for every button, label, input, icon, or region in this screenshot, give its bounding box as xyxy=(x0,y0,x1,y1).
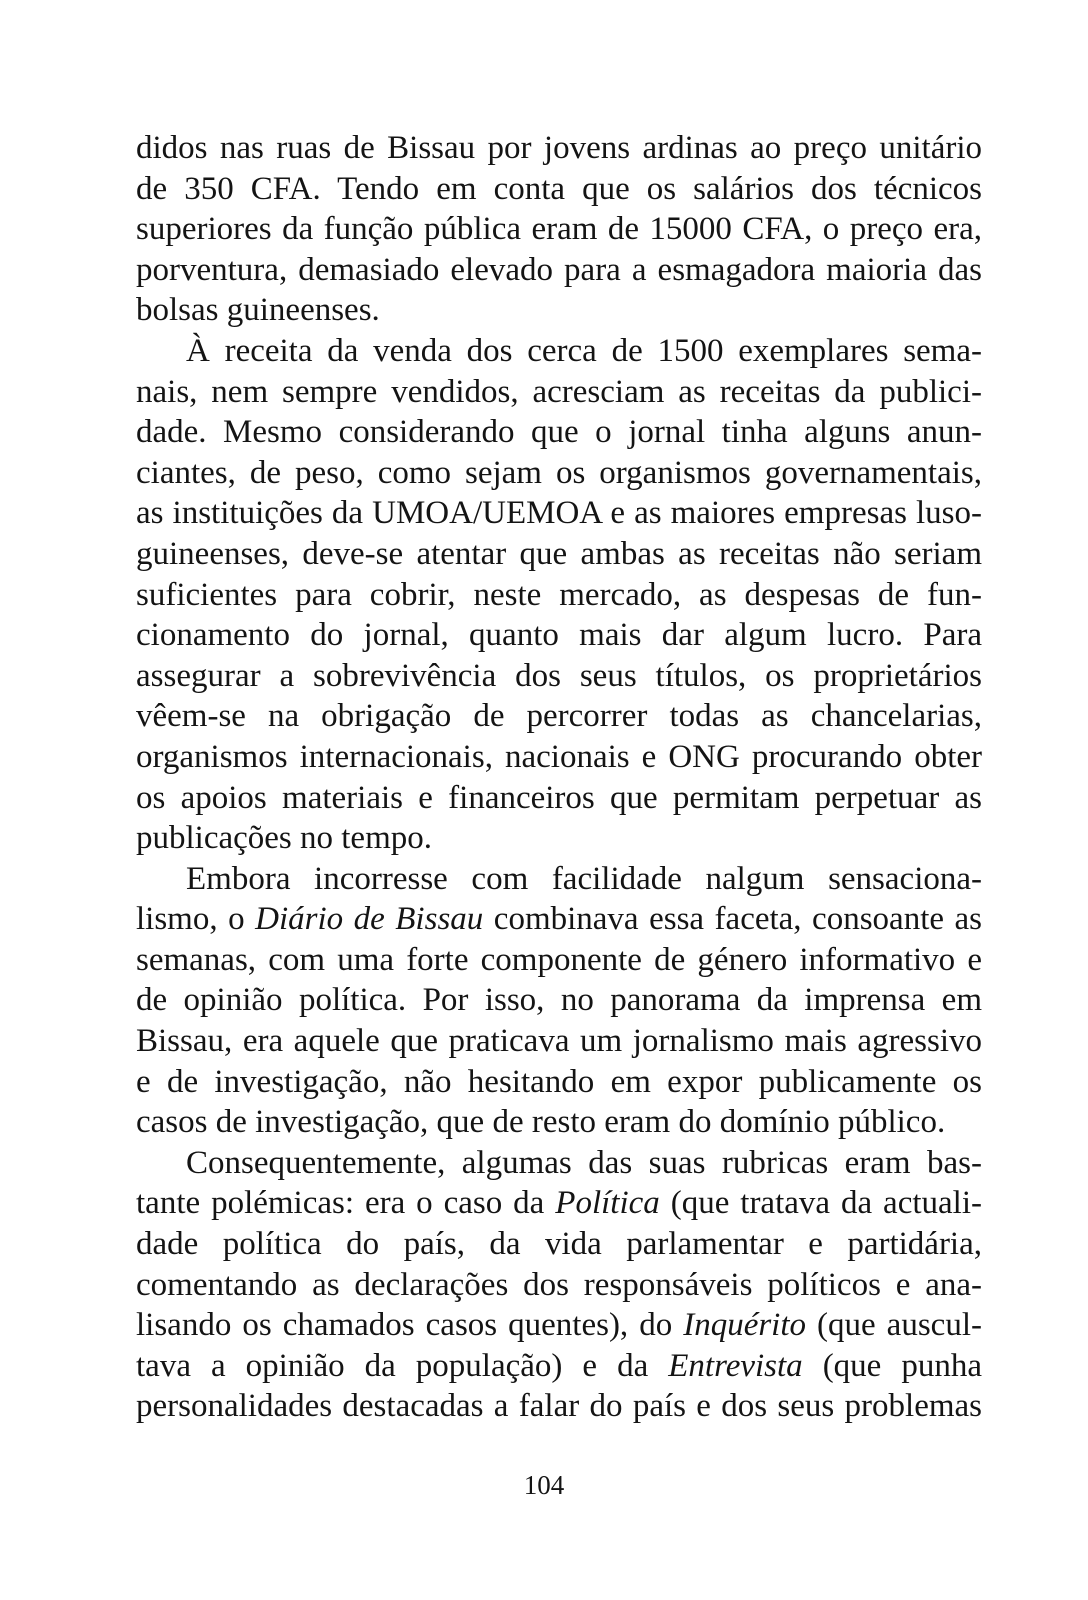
italic-title: Diário de Bissau xyxy=(255,901,484,938)
text-line xyxy=(136,1386,982,1427)
text-line xyxy=(136,412,982,453)
text-line xyxy=(136,372,982,413)
text-line xyxy=(136,290,982,331)
text-run: (que punha xyxy=(802,1347,982,1384)
text-line xyxy=(136,778,982,819)
text-run: dade política do país, da vida parlamentar e partidária, xyxy=(136,1226,982,1263)
text-line xyxy=(136,980,982,1021)
text-run: lisando os chamados casos quentes), do xyxy=(136,1307,684,1344)
text-run: À receita da venda dos cerca de 1500 exemplares sema- xyxy=(186,332,982,369)
text-run: porventura, demasiado elevado para a esmagadora maioria das xyxy=(136,251,982,288)
text-line xyxy=(136,615,982,656)
italic-title: Política xyxy=(555,1185,660,1222)
text-run: guineenses, deve-se atentar que ambas as receitas não seriam xyxy=(136,535,982,572)
text-line xyxy=(136,331,982,372)
body-text xyxy=(136,128,982,1427)
text-line xyxy=(136,656,982,697)
text-run: tava a opinião da população) e da xyxy=(136,1347,669,1384)
text-line xyxy=(136,209,982,250)
text-run: Consequentemente, algumas das suas rubricas eram bas- xyxy=(186,1144,982,1181)
text-run: semanas, com uma forte componente de género informativo e xyxy=(136,941,982,978)
text-line xyxy=(136,1102,982,1143)
text-line xyxy=(136,1062,982,1103)
text-run: e de investigação, não hesitando em expor publicamente os xyxy=(136,1063,982,1100)
text-line xyxy=(136,575,982,616)
text-run: de 350 CFA. Tendo em conta que os salários dos técnicos xyxy=(136,170,982,207)
text-line xyxy=(136,1224,982,1265)
text-line xyxy=(136,940,982,981)
text-run: publicações no tempo. xyxy=(136,820,433,857)
paragraph xyxy=(136,1143,982,1427)
text-line xyxy=(136,453,982,494)
text-run: as instituições da UMOA/UEMOA e as maiores empresas luso- xyxy=(136,495,982,532)
text-line xyxy=(136,493,982,534)
text-run: cionamento do jornal, quanto mais dar algum lucro. Para xyxy=(136,617,982,654)
text-line xyxy=(136,169,982,210)
paragraph xyxy=(136,128,982,331)
text-run: tante polémicas: era o caso da xyxy=(136,1185,556,1222)
paragraph xyxy=(136,859,982,1143)
text-line xyxy=(136,1183,982,1224)
text-line xyxy=(136,859,982,900)
text-run: vêem-se na obrigação de percorrer todas as chancelarias, xyxy=(136,698,982,735)
text-run: ciantes, de peso, como sejam os organismos governamentais, xyxy=(136,454,982,491)
text-run: superiores da função pública eram de 15000 CFA, o preço era, xyxy=(136,211,982,248)
text-line xyxy=(136,737,982,778)
text-run: personalidades destacadas a falar do país e dos seus problemas xyxy=(136,1388,982,1425)
text-line xyxy=(136,1305,982,1346)
text-run: de opinião política. Por isso, no panorama da imprensa em xyxy=(136,982,982,1019)
text-line xyxy=(136,1021,982,1062)
text-run: didos nas ruas de Bissau por jovens ardinas ao preço unitário xyxy=(136,130,982,166)
text-run: dade. Mesmo considerando que o jornal tinha alguns anun- xyxy=(136,414,982,451)
text-run: organismos internacionais, nacionais e ONG procurando obter xyxy=(136,738,982,775)
text-run: casos de investigação, que de resto eram do domínio público. xyxy=(136,1104,946,1141)
text-run: combinava essa faceta, consoante as xyxy=(483,901,982,938)
page-number: 104 xyxy=(523,1470,565,1500)
text-run: lismo, o xyxy=(136,901,256,938)
text-run: suficientes para cobrir, neste mercado, as despesas de fun- xyxy=(136,576,982,613)
text-run: os apoios materiais e financeiros que permitam perpetuar as xyxy=(136,779,982,816)
italic-title: Entrevista xyxy=(668,1347,803,1384)
text-line xyxy=(136,696,982,737)
text-run: (que auscul- xyxy=(806,1307,982,1344)
text-run: comentando as declarações dos responsáveis políticos e ana- xyxy=(136,1266,982,1303)
text-line xyxy=(136,128,982,169)
text-run: nais, nem sempre vendidos, acresciam as receitas da publici- xyxy=(136,373,982,410)
text-line xyxy=(136,1346,982,1387)
text-run: assegurar a sobrevivência dos seus títulos, os proprietários xyxy=(136,657,982,694)
text-run: Embora incorresse com facilidade nalgum sensaciona- xyxy=(186,860,982,897)
text-run: bolsas guineenses. xyxy=(136,292,380,329)
text-run: Bissau, era aquele que praticava um jornalismo mais agressivo xyxy=(136,1023,982,1060)
text-line xyxy=(136,1265,982,1306)
text-line xyxy=(136,250,982,291)
text-line xyxy=(136,534,982,575)
text-line xyxy=(136,899,982,940)
text-run: (que tratava da actuali- xyxy=(659,1185,982,1222)
italic-title: Inquérito xyxy=(683,1307,807,1344)
paragraph xyxy=(136,331,982,859)
text-line xyxy=(136,818,982,859)
text-line xyxy=(136,1143,982,1184)
